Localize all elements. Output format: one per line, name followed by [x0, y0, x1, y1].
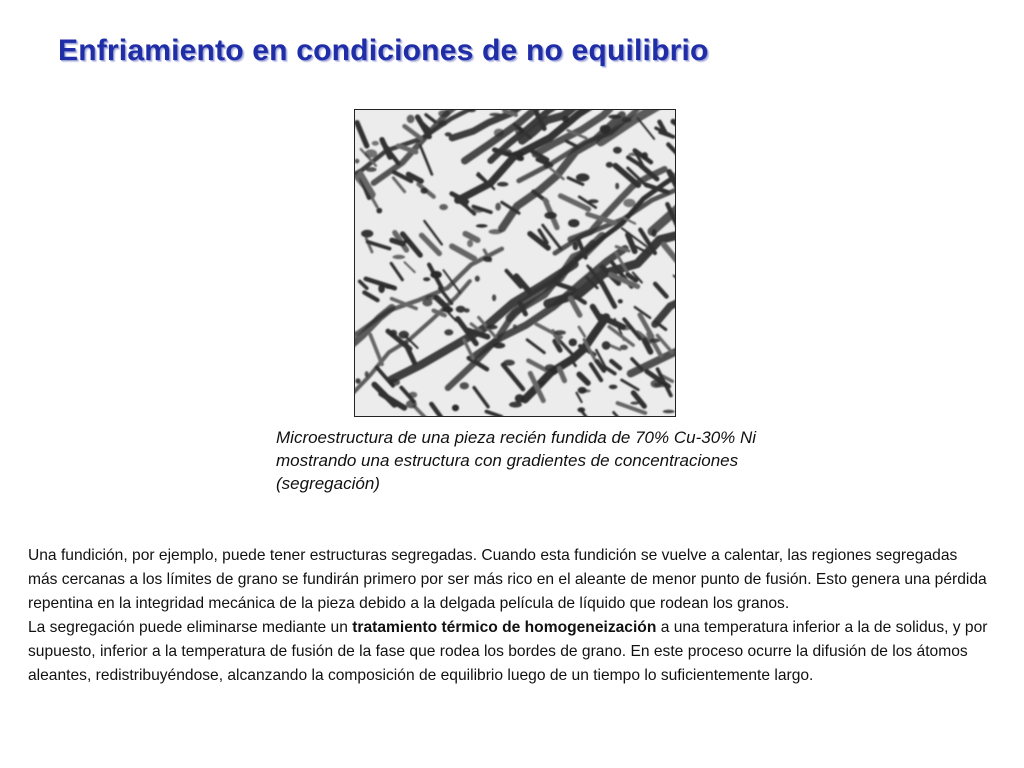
- segregation-spot: [503, 360, 515, 366]
- segregation-spot: [569, 339, 577, 347]
- homogenization-term: tratamiento térmico de homogeneización: [352, 619, 657, 636]
- segregation-spot: [623, 199, 635, 207]
- segregation-spot: [403, 239, 411, 243]
- segregation-spot: [445, 132, 452, 136]
- segregation-spot: [497, 182, 509, 187]
- segregation-spot: [618, 299, 623, 303]
- segregation-spot: [406, 400, 417, 408]
- segregation-spot: [554, 330, 566, 335]
- segregation-spot: [513, 324, 517, 328]
- segregation-spot: [505, 149, 512, 156]
- paragraph-2-start: La segregación puede eliminarse mediante un: [28, 619, 353, 636]
- segregation-spot: [651, 380, 662, 388]
- segregation-spot: [452, 405, 459, 412]
- image-caption: Microestructura de una pieza recién fundida de 70% Cu-30% Ni mostrando una estructura con gradientes de concentraciones (segregación): [276, 428, 757, 493]
- segregation-spot: [615, 183, 619, 190]
- segregation-spot: [511, 151, 524, 156]
- segregation-spot: [372, 141, 379, 146]
- segregation-spot: [399, 331, 409, 339]
- segregation-spot: [442, 307, 453, 313]
- segregation-spot: [576, 173, 590, 181]
- segregation-spot: [544, 212, 556, 219]
- segregation-spot: [486, 325, 498, 330]
- segregation-spot: [609, 385, 618, 390]
- segregation-spot: [562, 116, 569, 123]
- segregation-spot: [475, 276, 480, 282]
- segregation-spot: [366, 167, 377, 172]
- segregation-spot: [385, 285, 394, 289]
- segregation-spot: [494, 129, 504, 137]
- segregation-spot: [430, 271, 441, 279]
- segregation-spot: [407, 115, 415, 123]
- slide-title: Enfriamiento en condiciones de no equilibrio: [58, 34, 709, 67]
- segregation-spot: [573, 242, 579, 250]
- segregation-spot: [630, 402, 639, 405]
- segregation-spot: [613, 147, 622, 154]
- segregation-spot: [515, 394, 524, 403]
- paragraph-2-end: a una temperatura inferior a la de solidus, y por supuesto, inferior a la temperatura de fusión de la fase que rodea los bordes de grano. En este proceso ocurre la difusión de los átomos aleantes, redistribuyéndose, alcanzando la composición de equilibrio luego de un tiempo lo suficientemente largo.: [28, 619, 988, 684]
- segregation-spot: [355, 378, 360, 383]
- segregation-spot: [568, 219, 579, 227]
- segregation-spot: [421, 188, 428, 194]
- segregation-spot: [492, 294, 496, 301]
- body-text: [28, 544, 988, 688]
- segregation-spot: [365, 149, 377, 157]
- segregation-spot: [544, 161, 551, 169]
- paragraph-2: [28, 616, 988, 688]
- segregation-spot: [472, 208, 484, 213]
- segregation-spot: [393, 255, 406, 259]
- segregation-spot: [365, 371, 369, 377]
- segregation-spot: [378, 284, 385, 293]
- segregation-spot: [642, 152, 648, 159]
- segregation-spot: [606, 162, 613, 168]
- segregation-spot: [619, 325, 631, 331]
- segregation-spot: [489, 229, 503, 234]
- segregation-spot: [600, 125, 611, 134]
- segregation-spot: [540, 382, 545, 385]
- segregation-spot: [652, 229, 657, 237]
- segregation-spot: [423, 277, 430, 281]
- segregation-spot: [444, 329, 453, 335]
- microstructure-image: [354, 109, 676, 417]
- segregation-spot: [438, 110, 450, 117]
- segregation-spot: [483, 256, 492, 262]
- dendrite-branch: [392, 240, 403, 244]
- segregation-spot: [456, 306, 466, 313]
- segregation-spot: [390, 330, 397, 337]
- segregation-spot: [551, 366, 557, 375]
- segregation-spot: [438, 120, 447, 126]
- segregation-spot: [495, 203, 501, 211]
- segregation-spot: [580, 389, 591, 392]
- segregation-spot: [622, 117, 632, 122]
- segregation-spot: [588, 199, 599, 203]
- segregation-spot: [577, 407, 585, 412]
- segregation-spot: [663, 410, 675, 414]
- micrograph-drawing: [355, 110, 675, 416]
- segregation-spot: [460, 382, 469, 389]
- segregation-spot: [628, 153, 638, 156]
- paragraph-1: Una fundición, por ejemplo, puede tener estructuras segregadas. Cuando esta fundición se vuelve a calentar, las regiones segregadas más cercanas a los límites de grano se fundirán primero por ser más rico en el aleante de menor punto de fusión. Esto genera una pérdida repentina en la integridad mecánica de la pieza debido a la delgada película de líquido que rodean los granos.: [28, 547, 987, 612]
- segregation-spot: [620, 345, 628, 350]
- segregation-spot: [489, 113, 501, 116]
- segregation-spot: [376, 208, 382, 214]
- segregation-spot: [388, 379, 400, 386]
- segregation-spot: [425, 295, 437, 300]
- segregation-spot: [467, 240, 473, 248]
- segregation-spot: [476, 224, 488, 228]
- segregation-spot: [602, 341, 611, 350]
- segregation-spot: [608, 115, 621, 119]
- segregation-spot: [649, 338, 660, 342]
- segregation-spot: [515, 126, 524, 135]
- segregation-spot: [439, 204, 448, 210]
- segregation-spot: [493, 343, 505, 349]
- segregation-spot: [409, 392, 418, 398]
- segregation-spot: [361, 230, 373, 238]
